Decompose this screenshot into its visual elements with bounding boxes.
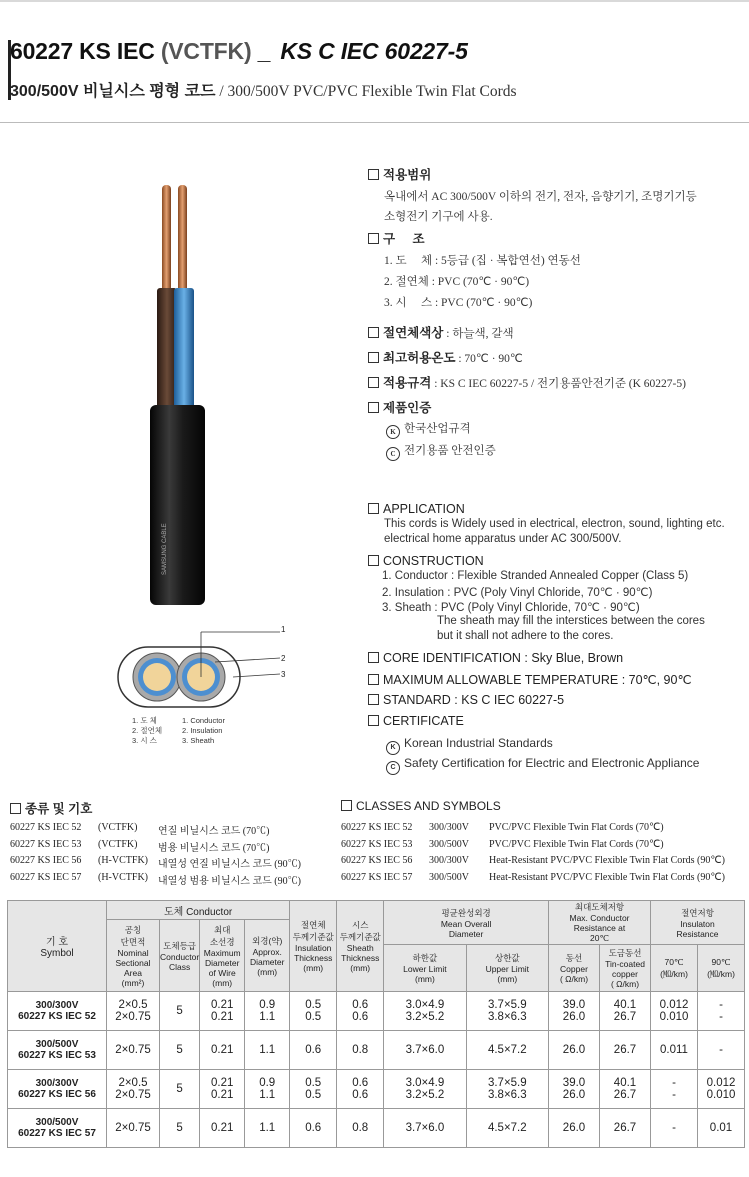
cell-r70 xyxy=(651,992,698,1031)
ko-scope-text-2: 소형전기 기구에 사용. xyxy=(384,211,493,223)
cell-value: 3.8×6.3 xyxy=(487,1011,527,1023)
ko-temp: 최고허용온도 : 70℃ · 90℃ xyxy=(368,348,523,367)
header-divider xyxy=(0,122,749,123)
cell-value: 0.6 xyxy=(305,1122,322,1134)
spec-table xyxy=(7,900,745,1148)
cell-value: 3.2×5.2 xyxy=(405,1089,445,1101)
en-max-temp: MAXIMUM ALLOWABLE TEMPERATURE : 70℃, 90℃ xyxy=(368,672,691,687)
cell-value: 3.7×6.0 xyxy=(405,1044,445,1056)
cell-up xyxy=(466,1070,548,1109)
cell-wire xyxy=(200,1031,245,1070)
cell-value: 2×0.75 xyxy=(115,1122,151,1134)
cell-value: 4.5×7.2 xyxy=(487,1122,527,1134)
cell-value: 3.7×5.9 xyxy=(487,1077,527,1089)
cell-value: - xyxy=(672,1089,676,1101)
cell-wire xyxy=(200,992,245,1031)
cell-value: 2×0.75 xyxy=(115,1044,151,1056)
cell-value: 40.1 xyxy=(613,999,637,1011)
cell-value: 1.1 xyxy=(259,1089,276,1101)
ko-cert-1: K 한국산업규격 xyxy=(386,420,471,439)
cell-value: - xyxy=(672,1122,676,1134)
cell-wire xyxy=(200,1070,245,1109)
cell-value: 26.7 xyxy=(613,1011,637,1023)
symbol-cell: 60227 KS IEC 56 xyxy=(10,855,82,866)
cell-value: 0.012 xyxy=(659,999,689,1011)
symbol-cell: 60227 KS IEC 53 xyxy=(341,838,413,850)
cell-cls: 5 xyxy=(160,1109,200,1148)
cell-value: 0.6 xyxy=(352,1077,369,1089)
cell-value: 0.9 xyxy=(259,999,276,1011)
cell-ins xyxy=(290,992,337,1031)
cell-r70 xyxy=(651,1031,698,1070)
cell-low xyxy=(384,992,466,1031)
cell-sh xyxy=(337,1109,384,1148)
table-row xyxy=(8,992,745,1031)
en-con-2: 2. Insulation : PVC (Poly Vinyl Chloride, 70℃ · 90℃) xyxy=(382,587,653,599)
table-row xyxy=(8,1070,745,1109)
cell-cu xyxy=(549,992,600,1031)
ko-classes-heading: 종류 및 기호 xyxy=(10,799,92,817)
cell-value: - xyxy=(719,999,723,1011)
cell-value: 2×0.75 xyxy=(115,1011,151,1023)
cell-value: 3.7×6.0 xyxy=(405,1122,445,1134)
symbol-cell: 60227 KS IEC 57 xyxy=(341,871,413,883)
ko-construction-heading: 구 조 xyxy=(368,229,425,247)
brand-print: SAMSUNG CABLE xyxy=(162,523,168,575)
en-con-4: The sheath may fill the interstices between the cores xyxy=(437,615,705,627)
cell-value: 3.7×5.9 xyxy=(487,999,527,1011)
symbol-cell: 범용 비닐시스 코드 (70℃) xyxy=(158,842,270,854)
symbol-cell: 60227 KS IEC 56 xyxy=(341,855,413,866)
cell-value: 26.0 xyxy=(562,1044,586,1056)
symbol-cell: 내열성 범용 비닐시스 코드 (90℃) xyxy=(158,875,301,887)
en-construction-heading: CONSTRUCTION xyxy=(368,554,484,568)
cell-value: 2×0.5 xyxy=(118,999,148,1011)
cell-value: 4.5×7.2 xyxy=(487,1044,527,1056)
cell-value: 0.012 xyxy=(706,1077,736,1089)
ko-scope-text-1: 옥내에서 AC 300/500V 이하의 전기, 전자, 음향기기, 조명기기등 xyxy=(384,191,697,203)
en-core-id: CORE IDENTIFICATION : Sky Blue, Brown xyxy=(368,651,623,665)
th-sheath: 시스 두께기준값 Sheath Thickness (mm) xyxy=(337,901,384,992)
symbol-cell: 60227 KS IEC 52 xyxy=(341,822,413,833)
cell-value: 3.2×5.2 xyxy=(405,1011,445,1023)
ko-const-3: 3. 시 스 : PVC (70℃ · 90℃) xyxy=(384,297,533,309)
cell-value: 0.21 xyxy=(211,1077,234,1089)
en-app-1: This cords is Widely used in electrical, electron, sound, lighting etc. xyxy=(384,518,725,530)
en-con-1: 1. Conductor : Flexible Stranded Annealed Copper (Class 5) xyxy=(382,570,689,582)
kc-mark-icon: C xyxy=(386,447,400,461)
page-title: 60227 KS IEC (VCTFK) _ KS C IEC 60227-5 xyxy=(10,38,468,64)
row-symbol xyxy=(8,992,107,1031)
cell-od xyxy=(245,1070,290,1109)
symbol-cell: PVC/PVC Flexible Twin Flat Cords (70℃) xyxy=(489,822,664,833)
row-symbol-line: 300/300V xyxy=(35,1078,79,1089)
cell-cls: 5 xyxy=(160,1070,200,1109)
ko-const-2: 2. 절연체 : PVC (70℃ · 90℃) xyxy=(384,276,530,288)
row-symbol xyxy=(8,1109,107,1148)
th-mean-diameter: 평균완성외경 Mean Overall Diameter xyxy=(384,901,549,945)
cell-sh xyxy=(337,992,384,1031)
kc-mark-icon: C xyxy=(386,761,400,775)
th-wire-diameter: 최대 소선경 Maximum Diameter of Wire (mm) xyxy=(200,920,245,992)
cell-value: 0.6 xyxy=(352,1089,369,1101)
cell-value: 26.0 xyxy=(562,1122,586,1134)
cell-ins xyxy=(290,1031,337,1070)
th-approx-diameter: 외경(약) Approx. Diameter (mm) xyxy=(245,920,290,992)
th-90c: 90℃ (㏁/km) xyxy=(698,945,745,992)
symbol-cell: Heat-Resistant PVC/PVC Flexible Twin Flat Cords (90℃) xyxy=(489,855,725,866)
symbol-cell: 내열성 연질 비닐시스 코드 (90℃) xyxy=(158,859,301,870)
cell-value: 39.0 xyxy=(562,999,586,1011)
row-symbol-line: 300/500V xyxy=(35,1117,79,1128)
symbol-cell: 300/500V xyxy=(429,871,469,883)
cell-value: 0.21 xyxy=(211,1089,234,1101)
cell-value: 0.21 xyxy=(211,1011,234,1023)
cell-ins xyxy=(290,1109,337,1148)
th-insulation-resistance: 절연저항 Insulaton Resistance xyxy=(651,901,745,945)
symbol-cell: (VCTFK) xyxy=(98,822,138,833)
th-symbol: 기 호 Symbol xyxy=(8,901,107,992)
ks-mark-icon: K xyxy=(386,741,400,755)
cell-up xyxy=(466,1109,548,1148)
cell-up xyxy=(466,992,548,1031)
symbol-cell: (VCTFK) xyxy=(98,838,138,850)
cell-od xyxy=(245,1031,290,1070)
cell-area xyxy=(107,1070,160,1109)
cell-value: 0.21 xyxy=(211,1122,234,1134)
th-tin-copper: 도금동선 Tin-coated copper ( Ω/km) xyxy=(600,945,651,992)
th-insulation: 절연체 두께기준값 Insulation Thickness (mm) xyxy=(290,901,337,992)
cell-value: - xyxy=(719,1044,723,1056)
th-conductor: 도체 Conductor xyxy=(107,901,290,920)
row-symbol-line: 60227 KS IEC 53 xyxy=(18,1050,96,1061)
en-classes-heading: CLASSES AND SYMBOLS xyxy=(341,799,501,813)
row-symbol xyxy=(8,1070,107,1109)
cell-value: - xyxy=(672,1077,676,1089)
cell-value: - xyxy=(719,1011,723,1023)
cell-value: 0.011 xyxy=(660,1044,688,1056)
cell-value: 0.010 xyxy=(706,1089,736,1101)
row-symbol-line: 300/500V xyxy=(35,1039,79,1050)
cell-od xyxy=(245,1109,290,1148)
cell-value: 0.6 xyxy=(352,1011,369,1023)
cell-low xyxy=(384,1070,466,1109)
row-symbol-line: 60227 KS IEC 56 xyxy=(18,1089,96,1100)
cell-value: 26.7 xyxy=(613,1122,637,1134)
cell-r90 xyxy=(698,1109,745,1148)
legend-ko: 1. 도 체 2. 절연체 3. 시 스 xyxy=(132,716,163,745)
symbol-cell: 300/300V xyxy=(429,855,469,866)
cell-value: 0.010 xyxy=(659,1011,689,1023)
cell-value: 3.0×4.9 xyxy=(405,1077,445,1089)
cell-value: 0.5 xyxy=(305,1011,322,1023)
callout-2: 2 xyxy=(281,654,286,663)
table-row xyxy=(8,1031,745,1070)
ks-mark-icon: K xyxy=(386,425,400,439)
cell-tc xyxy=(600,1070,651,1109)
symbol-cell: 연질 비닐시스 코드 (70℃) xyxy=(158,826,270,837)
en-cert-1: K Korean Industrial Standards xyxy=(386,736,553,755)
cell-value: 3.8×6.3 xyxy=(487,1089,527,1101)
cell-value: 2×0.5 xyxy=(118,1077,148,1089)
cell-cu xyxy=(549,1109,600,1148)
en-application-heading: APPLICATION xyxy=(368,502,465,516)
cell-tc xyxy=(600,1109,651,1148)
th-70c: 70℃ (㏁/km) xyxy=(651,945,698,992)
row-symbol-line: 60227 KS IEC 57 xyxy=(18,1128,96,1139)
cell-low xyxy=(384,1109,466,1148)
ko-standard: 적용규격 : KS C IEC 60227-5 / 전기용품안전기준 (K 60227-5) xyxy=(368,373,686,392)
cell-value: 2×0.75 xyxy=(115,1089,151,1101)
en-standard: STANDARD : KS C IEC 60227-5 xyxy=(368,693,564,707)
cell-area xyxy=(107,1109,160,1148)
cell-r90 xyxy=(698,1031,745,1070)
cell-ins xyxy=(290,1070,337,1109)
row-symbol-line: 300/300V xyxy=(35,1000,79,1011)
cell-cls: 5 xyxy=(160,992,200,1031)
ko-cert-2: C 전기용품 안전인증 xyxy=(386,442,496,461)
cell-tc xyxy=(600,992,651,1031)
cell-value: 0.5 xyxy=(305,999,322,1011)
cross-section-diagram xyxy=(115,622,295,712)
cell-tc xyxy=(600,1031,651,1070)
cell-value: 0.21 xyxy=(211,1044,234,1056)
row-symbol-line: 60227 KS IEC 52 xyxy=(18,1011,96,1022)
cell-r70 xyxy=(651,1109,698,1148)
symbol-cell: 300/300V xyxy=(429,822,469,833)
row-symbol xyxy=(8,1031,107,1070)
en-cert-2: C Safety Certification for Electric and Electronic Appliance xyxy=(386,756,699,775)
en-con-3: 3. Sheath : PVC (Poly Vinyl Chloride, 70℃ · 90℃) xyxy=(382,602,640,614)
cell-value: 0.5 xyxy=(305,1089,322,1101)
symbol-cell: (H-VCTFK) xyxy=(98,871,148,883)
symbol-cell: 300/500V xyxy=(429,838,469,850)
symbol-cell: 60227 KS IEC 52 xyxy=(10,822,82,833)
en-app-2: electrical home apparatus under AC 300/500V. xyxy=(384,533,622,545)
cell-sh xyxy=(337,1070,384,1109)
top-border xyxy=(0,0,749,2)
en-con-5: but it shall not adhere to the cores. xyxy=(437,630,614,642)
cell-value: 0.6 xyxy=(305,1044,322,1056)
cell-value: 3.0×4.9 xyxy=(405,999,445,1011)
symbol-cell: 60227 KS IEC 57 xyxy=(10,871,82,883)
cell-up xyxy=(466,1031,548,1070)
cell-value: 40.1 xyxy=(613,1077,637,1089)
ko-scope-heading: 적용범위 xyxy=(368,165,431,183)
th-resistance: 최대도체저항 Max. Conductor Resistance at 20℃ xyxy=(549,901,651,945)
legend-en: 1. Conductor 2. Insulation 3. Sheath xyxy=(182,716,225,745)
th-copper: 동선 Copper ( Ω/km) xyxy=(549,945,600,992)
ko-const-1: 1. 도 체 : 5등급 (집 · 복합연선) 연동선 xyxy=(384,255,581,267)
cell-value: 1.1 xyxy=(259,1044,276,1056)
cell-value: 26.0 xyxy=(562,1011,586,1023)
symbol-cell: PVC/PVC Flexible Twin Flat Cords (70℃) xyxy=(489,838,664,850)
page-subtitle: 300/500V 비닐시스 평형 코드 / 300/500V PVC/PVC Flexible Twin Flat Cords xyxy=(10,83,517,100)
th-area: 공칭 단면적 Nominal Sectional Area (mm²) xyxy=(107,920,160,992)
ko-cert-heading: 제품인증 xyxy=(368,398,431,416)
th-class: 도체등급 Conductor Class xyxy=(160,920,200,992)
cell-sh xyxy=(337,1031,384,1070)
cell-cu xyxy=(549,1031,600,1070)
cell-od xyxy=(245,992,290,1031)
cell-value: 26.7 xyxy=(613,1089,637,1101)
cell-cls: 5 xyxy=(160,1031,200,1070)
callout-1: 1 xyxy=(281,625,286,634)
cell-r90 xyxy=(698,992,745,1031)
en-cert-heading: CERTIFICATE xyxy=(368,714,464,728)
cell-value: 0.8 xyxy=(352,1122,369,1134)
symbol-cell: 60227 KS IEC 53 xyxy=(10,838,82,850)
table-row xyxy=(8,1109,745,1148)
th-upper: 상한값 Upper Limit (mm) xyxy=(466,945,548,992)
cell-value: 1.1 xyxy=(259,1122,276,1134)
cell-value: 26.7 xyxy=(613,1044,637,1056)
cell-cu xyxy=(549,1070,600,1109)
cell-r70 xyxy=(651,1070,698,1109)
cell-wire xyxy=(200,1109,245,1148)
cell-value: 0.5 xyxy=(305,1077,322,1089)
cell-value: 26.0 xyxy=(562,1089,586,1101)
cell-value: 0.01 xyxy=(709,1122,733,1134)
cell-value: 0.21 xyxy=(211,999,234,1011)
cable-photo xyxy=(130,180,220,610)
cell-value: 0.8 xyxy=(352,1044,369,1056)
th-lower: 하한값 Lower Limit (mm) xyxy=(384,945,466,992)
symbol-cell: (H-VCTFK) xyxy=(98,855,148,866)
cell-area xyxy=(107,1031,160,1070)
cell-value: 1.1 xyxy=(259,1011,276,1023)
callout-3: 3 xyxy=(281,670,286,679)
cell-value: 39.0 xyxy=(562,1077,586,1089)
symbol-cell: Heat-Resistant PVC/PVC Flexible Twin Flat Cords (90℃) xyxy=(489,871,725,883)
cell-value: 0.9 xyxy=(259,1077,276,1089)
cell-value: 0.6 xyxy=(352,999,369,1011)
ko-color: 절연체색상 : 하늘색, 갈색 xyxy=(368,323,514,342)
cell-area xyxy=(107,992,160,1031)
cell-r90 xyxy=(698,1070,745,1109)
cell-low xyxy=(384,1031,466,1070)
